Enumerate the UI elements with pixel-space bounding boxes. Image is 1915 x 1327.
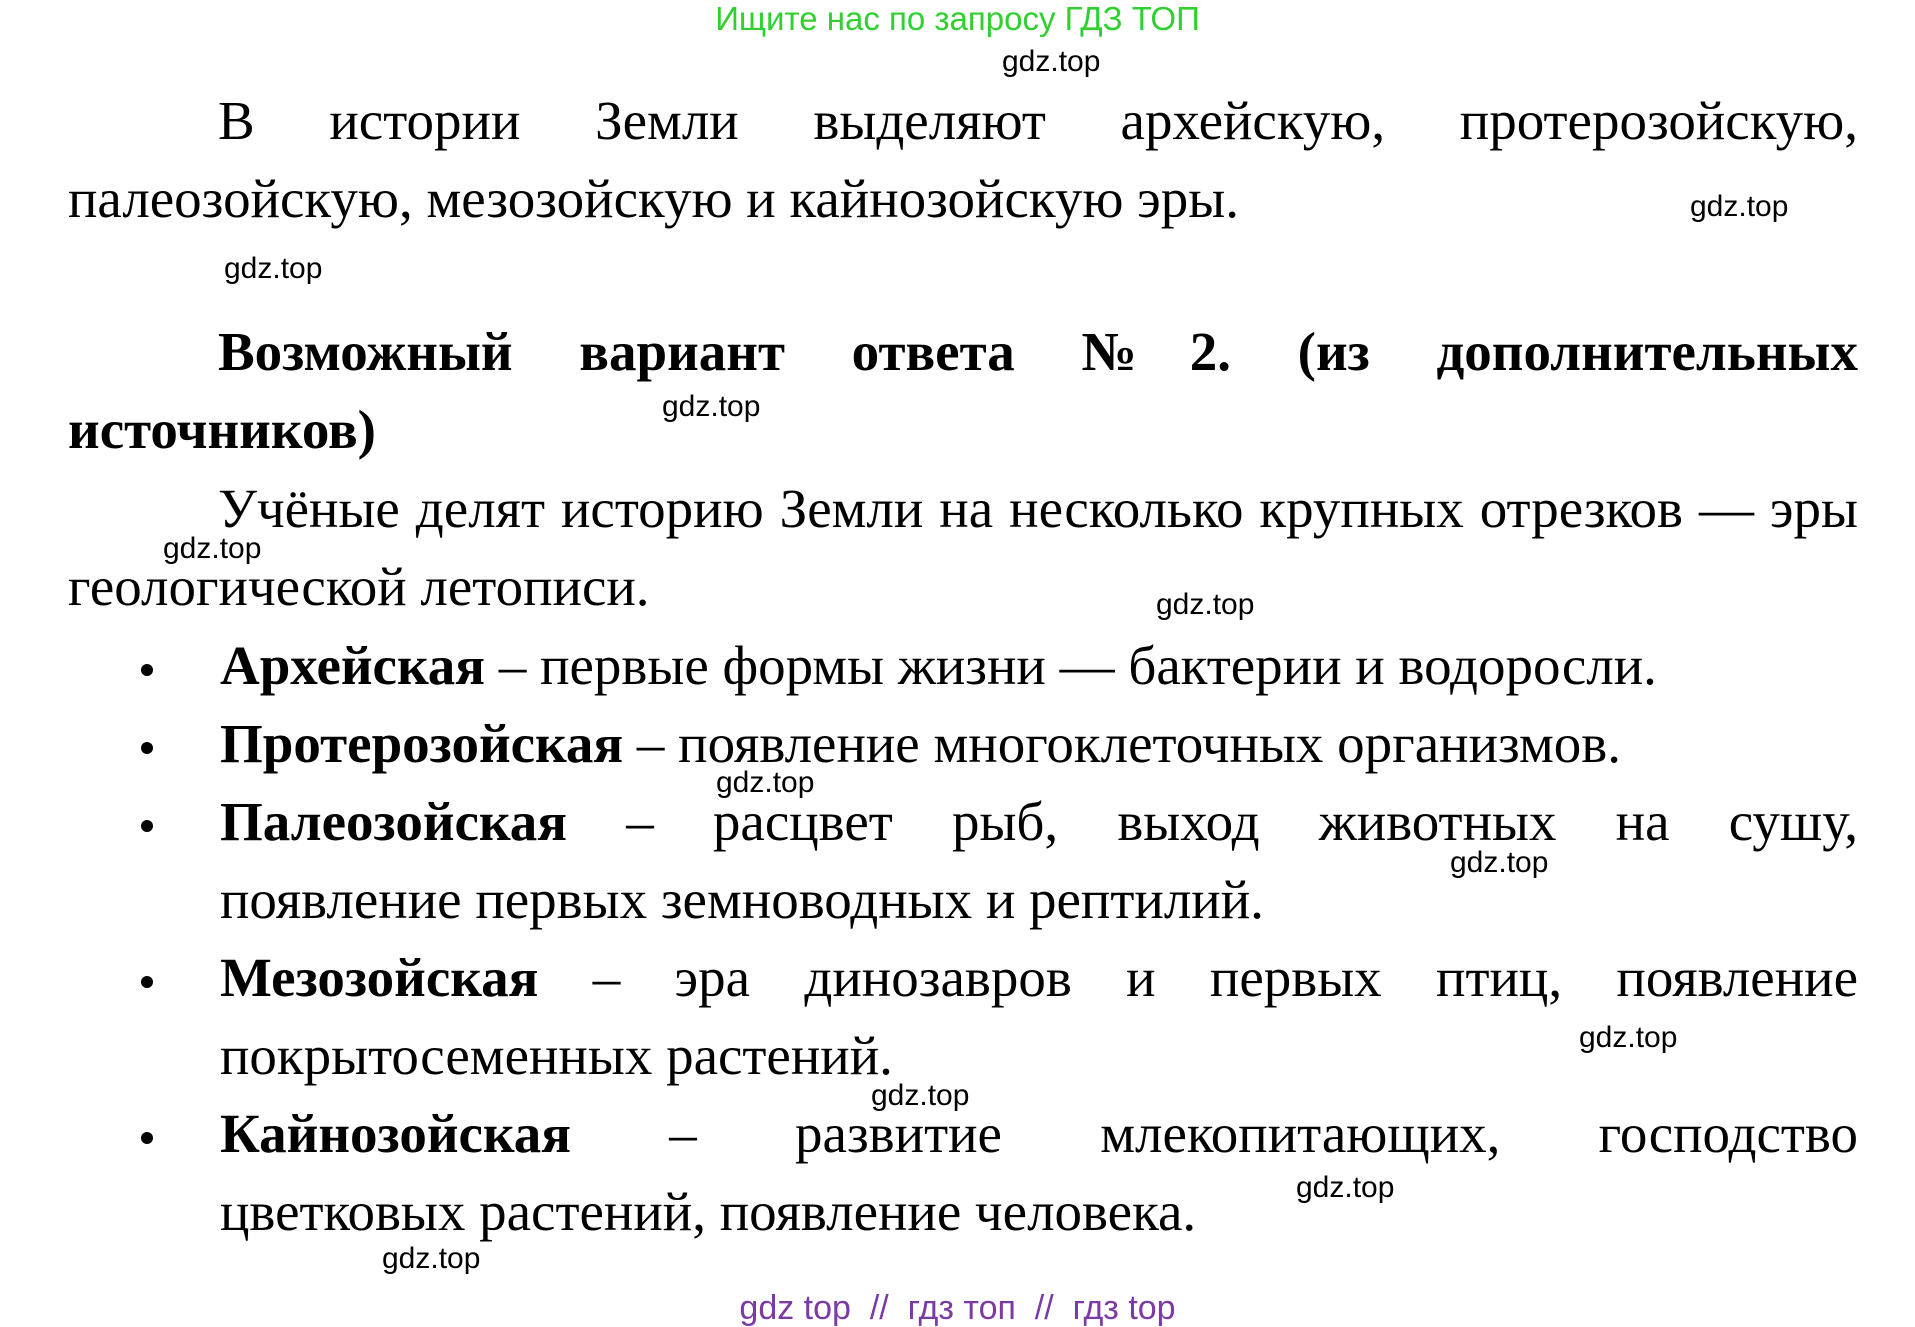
bullet-icon — [141, 820, 153, 832]
era-description-continued: цветковых растений, появление человека. — [220, 1181, 1197, 1242]
era-description: – первые формы жизни — бактерии и водоросли. — [485, 635, 1657, 696]
watermark: gdz.top — [662, 390, 761, 423]
list-item — [68, 1095, 1858, 1251]
era-description: – появление многоклеточных организмов. — [623, 713, 1621, 774]
era-line1 — [220, 939, 1858, 1017]
watermark: gdz.top — [1002, 45, 1101, 78]
era-description: – расцвет рыб, выход животных на сушу, — [567, 791, 1858, 852]
era-name: Мезозойская — [220, 947, 539, 1008]
era-name: Протерозойская — [220, 713, 624, 774]
watermark: gdz.top — [163, 532, 262, 565]
era-name: Архейская — [220, 635, 486, 696]
era-description: – эра динозавров и первых птиц, появление — [538, 947, 1858, 1008]
bullet-icon — [141, 1132, 153, 1144]
footer-promo: gdz top // гдз топ // гдз top — [739, 1289, 1176, 1327]
list-item — [68, 939, 1858, 1095]
watermark: gdz.top — [716, 766, 815, 799]
era-description-continued: покрытосеменных растений. — [220, 1025, 893, 1086]
answer-heading — [68, 313, 1858, 469]
watermark: gdz.top — [871, 1079, 970, 1112]
era-name: Кайнозойская — [220, 1103, 572, 1164]
era-name: Палеозойская — [220, 791, 568, 852]
era-line1 — [220, 783, 1858, 861]
watermark: gdz.top — [224, 252, 323, 285]
watermark: gdz.top — [1156, 588, 1255, 621]
header-promo: Ищите нас по запросу ГДЗ ТОП — [715, 0, 1200, 37]
intro-paragraph: В истории Земли выделяют архейскую, протерозойскую, палеозойскую, мезозойскую и кайнозойскую эры. — [68, 90, 1858, 229]
answer-heading-line1: Возможный вариант ответа №2. (из дополнительных — [218, 321, 1858, 382]
eras-list — [68, 627, 1858, 1251]
watermark: gdz.top — [1296, 1171, 1395, 1204]
era-line1 — [220, 1095, 1858, 1173]
watermark: gdz.top — [382, 1242, 481, 1275]
list-item — [68, 705, 1858, 783]
list-item — [68, 627, 1858, 705]
bullet-icon — [141, 976, 153, 988]
eras-intro-paragraph: Учёные делят историю Земли на несколько крупных отрезков — эры геологической летописи. — [68, 478, 1858, 617]
era-description-continued: появление первых земноводных и рептилий. — [220, 869, 1264, 930]
bullet-icon — [141, 742, 153, 754]
list-item — [68, 783, 1858, 939]
watermark: gdz.top — [1450, 846, 1549, 879]
bullet-icon — [141, 664, 153, 676]
answer-heading-line2: источников) — [68, 399, 376, 460]
watermark: gdz.top — [1690, 190, 1789, 223]
watermark: gdz.top — [1579, 1021, 1678, 1054]
era-description: – развитие млекопитающих, господство — [571, 1103, 1858, 1164]
